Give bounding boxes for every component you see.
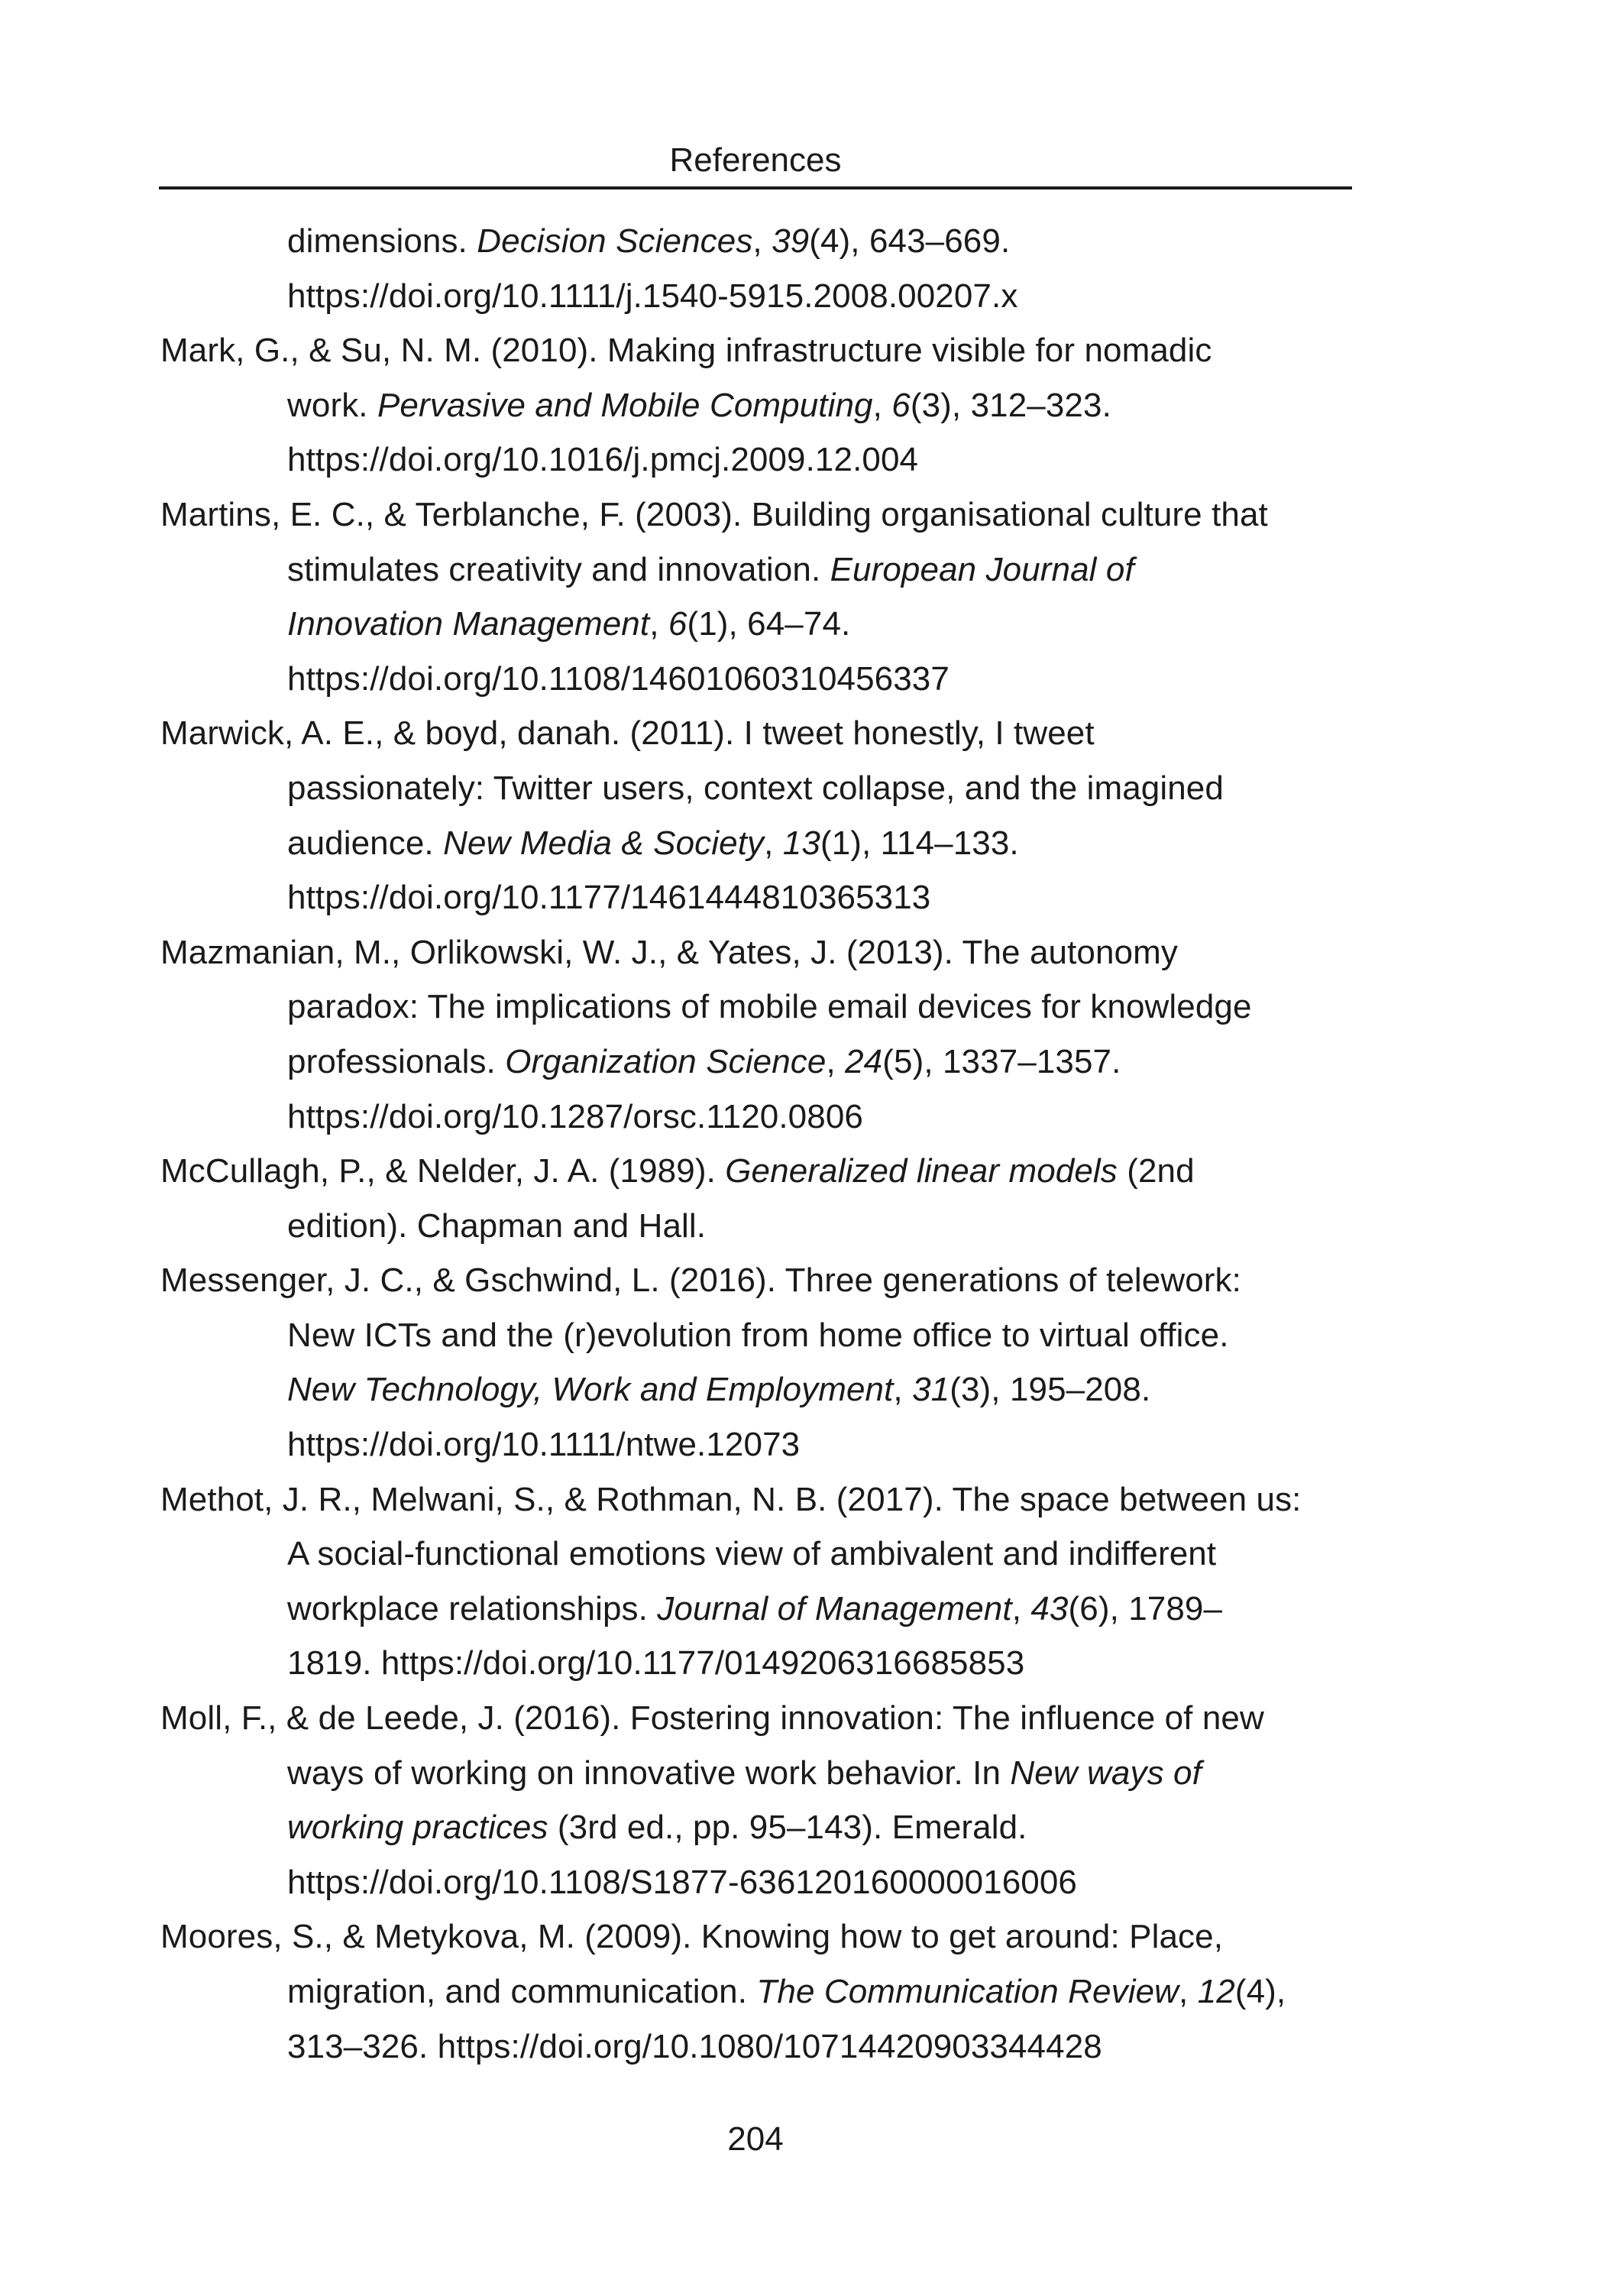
text-segment: , — [764, 824, 783, 862]
reference-line — [287, 761, 1352, 816]
reference-line — [287, 378, 1352, 433]
text-segment: (3), 195–208. — [949, 1371, 1151, 1409]
reference-entry — [160, 1909, 1352, 2074]
text-segment: stimulates creativity and innovation. — [287, 550, 830, 588]
reference-line — [287, 1582, 1352, 1637]
text-segment: (1), 64–74. — [687, 605, 851, 643]
italic-segment: 43 — [1030, 1589, 1069, 1627]
text-segment: , — [752, 222, 772, 260]
reference-line — [287, 597, 1352, 652]
text-segment: https://doi.org/10.1177/1461444810365313 — [287, 879, 931, 917]
reference-line — [160, 706, 1352, 761]
reference-entry — [160, 1144, 1352, 1253]
reference-entry — [160, 214, 1352, 323]
italic-segment: Pervasive and Mobile Computing — [377, 386, 873, 424]
reference-line — [287, 542, 1352, 598]
text-segment: https://doi.org/10.1108/S1877-636120160000016006 — [287, 1863, 1077, 1901]
reference-entry — [160, 323, 1352, 487]
text-segment: edition). Chapman and Hall. — [287, 1206, 707, 1245]
reference-line — [287, 1362, 1352, 1417]
text-segment: Marwick, A. E., & boyd, danah. (2011). I tweet honestly, I tweet — [160, 714, 1095, 753]
italic-segment: 24 — [845, 1042, 883, 1080]
text-segment: Mazmanian, M., Orlikowski, W. J., & Yates, J. (2013). The autonomy — [160, 933, 1178, 971]
text-segment: 1819. https://doi.org/10.1177/0149206316685853 — [287, 1644, 1025, 1683]
italic-segment: New ways of — [1010, 1754, 1202, 1792]
reference-line — [287, 652, 1352, 707]
reference-line — [287, 1308, 1352, 1363]
text-segment: https://doi.org/10.1111/j.1540-5915.2008.00207.x — [287, 277, 1018, 315]
reference-line — [160, 487, 1352, 542]
italic-segment: 13 — [782, 824, 820, 862]
reference-line — [287, 432, 1352, 487]
text-segment: A social-functional emotions view of ambivalent and indifferent — [287, 1535, 1217, 1573]
text-segment: Moll, F., & de Leede, J. (2016). Fostering innovation: The influence of new — [160, 1699, 1264, 1738]
text-segment: (3), 312–323. — [910, 386, 1111, 424]
text-segment: Martins, E. C., & Terblanche, F. (2003). Building organisational culture that — [160, 495, 1268, 533]
text-segment: , — [826, 1042, 846, 1080]
text-segment: https://doi.org/10.1287/orsc.1120.0806 — [287, 1097, 863, 1135]
text-segment: (6), 1789– — [1068, 1589, 1223, 1627]
reference-entry — [160, 1472, 1352, 1691]
reference-line — [287, 870, 1352, 925]
text-segment: migration, and communication. — [287, 1973, 757, 2010]
reference-line — [160, 1909, 1352, 1964]
text-segment: (4), — [1234, 1973, 1286, 2010]
reference-line — [287, 1527, 1352, 1582]
text-segment: , — [649, 605, 668, 643]
text-segment: McCullagh, P., & Nelder, J. A. (1989). — [160, 1152, 726, 1190]
text-segment: , — [872, 386, 892, 424]
reference-entry — [160, 1253, 1352, 1472]
reference-line — [160, 925, 1352, 980]
text-segment: dimensions. — [287, 222, 477, 260]
italic-segment: The Communication Review — [756, 1973, 1179, 2010]
text-segment: https://doi.org/10.1111/ntwe.12073 — [287, 1426, 801, 1464]
text-segment: (5), 1337–1357. — [882, 1042, 1121, 1080]
italic-segment: Organization Science — [505, 1042, 827, 1080]
reference-entry — [160, 1691, 1352, 1909]
text-segment: https://doi.org/10.1016/j.pmcj.2009.12.004 — [287, 441, 919, 479]
text-segment: Methot, J. R., Melwani, S., & Rothman, N. B. (2017). The space between us: — [160, 1480, 1302, 1518]
reference-entry — [160, 925, 1352, 1144]
italic-segment: 39 — [772, 222, 810, 260]
italic-segment: Generalized linear models — [725, 1152, 1118, 1190]
italic-segment: 6 — [891, 386, 911, 424]
reference-line — [160, 1144, 1352, 1199]
text-segment: (4), 643–669. — [809, 222, 1011, 260]
italic-segment: Innovation Management — [287, 605, 650, 643]
reference-line — [160, 1253, 1352, 1308]
text-segment: , — [1011, 1589, 1031, 1627]
reference-line — [287, 1964, 1352, 2019]
italic-segment: European Journal of — [830, 550, 1134, 588]
text-segment: professionals. — [287, 1042, 506, 1080]
text-segment: https://doi.org/10.1108/14601060310456337 — [287, 659, 949, 698]
reference-line — [287, 269, 1352, 324]
reference-line — [287, 1035, 1352, 1090]
reference-line — [287, 214, 1352, 269]
italic-segment: Decision Sciences — [477, 222, 753, 260]
reference-list — [160, 214, 1352, 2074]
text-segment: New ICTs and the (r)evolution from home office to virtual office. — [287, 1316, 1229, 1354]
text-segment: (2nd — [1117, 1152, 1195, 1190]
reference-entry — [160, 487, 1352, 706]
italic-segment: 31 — [912, 1371, 950, 1409]
text-segment: 313–326. https://doi.org/10.1080/10714420903344428 — [287, 2027, 1102, 2065]
italic-segment: Journal of Management — [657, 1589, 1012, 1627]
reference-line — [287, 1746, 1352, 1801]
italic-segment: working practices — [287, 1809, 548, 1847]
italic-segment: 12 — [1197, 1973, 1235, 2010]
reference-line — [160, 1691, 1352, 1746]
reference-line — [287, 1800, 1352, 1855]
reference-line — [287, 1199, 1352, 1254]
reference-line — [287, 1417, 1352, 1472]
text-segment: , — [893, 1371, 913, 1409]
reference-line — [287, 980, 1352, 1035]
reference-line — [287, 1090, 1352, 1145]
text-segment: passionately: Twitter users, context collapse, and the imagined — [287, 769, 1224, 807]
text-segment: , — [1179, 1973, 1198, 2010]
text-segment: paradox: The implications of mobile email devices for knowledge — [287, 988, 1252, 1026]
text-segment: work. — [287, 386, 377, 424]
italic-segment: New Media & Society — [443, 824, 765, 862]
reference-line — [287, 1855, 1352, 1910]
text-segment: ways of working on innovative work behavior. In — [287, 1754, 1011, 1792]
text-segment: Moores, S., & Metykova, M. (2009). Knowing how to get around: Place, — [160, 1918, 1224, 1956]
text-segment: (3rd ed., pp. 95–143). Emerald. — [548, 1809, 1027, 1847]
reference-entry — [160, 706, 1352, 925]
text-segment: audience. — [287, 824, 444, 862]
page-number: 204 — [727, 2120, 784, 2158]
reference-line — [160, 323, 1352, 378]
reference-line — [160, 1472, 1352, 1527]
header-rule — [159, 186, 1352, 189]
running-head: References — [669, 141, 842, 179]
italic-segment: New Technology, Work and Employment — [287, 1371, 894, 1409]
reference-line — [287, 816, 1352, 871]
italic-segment: 6 — [668, 605, 687, 643]
text-segment: Mark, G., & Su, N. M. (2010). Making infrastructure visible for nomadic — [160, 332, 1212, 370]
text-segment: Messenger, J. C., & Gschwind, L. (2016). Three generations of telework: — [160, 1261, 1241, 1300]
reference-line — [287, 1636, 1352, 1691]
text-segment: (1), 114–133. — [820, 824, 1019, 862]
text-segment: workplace relationships. — [287, 1589, 658, 1627]
reference-line — [287, 2019, 1352, 2074]
